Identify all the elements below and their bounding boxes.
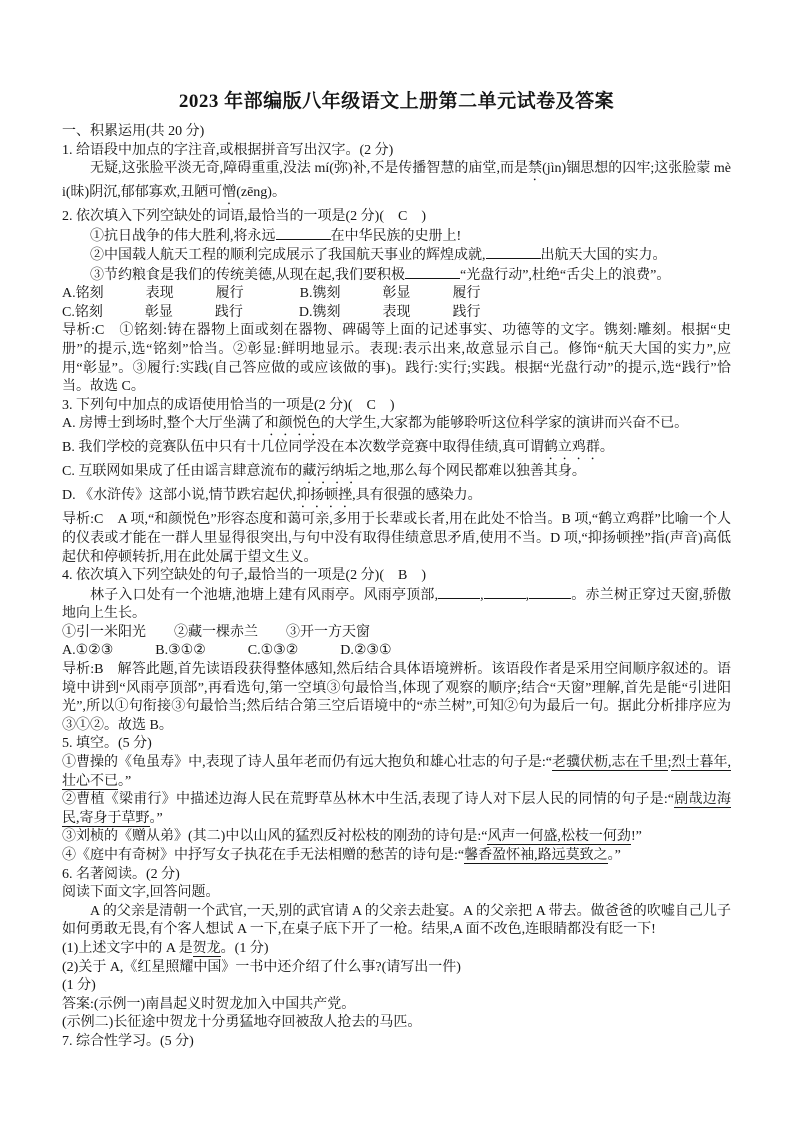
text-segment: ①引一米阳光 ②藏一棵赤兰 ③开一方天窗 xyxy=(62,624,370,640)
text-segment: !” xyxy=(630,829,642,845)
text-segment: (1)上述文字中的 A 是 xyxy=(62,940,193,956)
underlined-answer: 老骥伏枥, xyxy=(551,755,612,770)
text-line xyxy=(62,487,731,511)
text-segment: ,具有很强的感染力。 xyxy=(352,488,482,504)
emphasized-term: 藏污纳垢 xyxy=(302,464,359,480)
text-segment: 。” xyxy=(149,810,163,826)
text-line xyxy=(62,463,731,487)
text-segment: 。(1 分) xyxy=(220,940,269,956)
emphasized-term: 和颜悦色 xyxy=(264,416,321,432)
text-segment: (2)关于 A,《红星照耀中国》一书中还介绍了什么事?(请写出一件) xyxy=(62,959,461,975)
text-segment: 导析:B 解答此题,首先读语段获得整体感知,然后结合具体语境辨析。该语段作者是采用空间顺序叙述的。语境中讲到“风雨亭顶部”,再看选句,第一空填③句最恰当,体现了观察的顺序;结合“天窗”理解,首先是能“引进阳光”,所以①句衔接③句最恰当;然后结合第三空后语境中的“赤兰树”,可知②句为最后一句。据此分析排序应为③①②。故选 B。 xyxy=(62,662,731,733)
text-line xyxy=(62,661,731,735)
answer-blank xyxy=(438,586,480,599)
text-segment: 4. 依次填入下列空缺处的句子,最恰当的一项是(2 分)( B ) xyxy=(62,568,426,584)
text-segment: A.铭刻 表现 履行 B.镌刻 彰显 履行 xyxy=(62,286,481,302)
text-line xyxy=(62,266,731,285)
text-line xyxy=(62,439,731,463)
text-segment: ①抗日战争的伟大胜利,将永远 xyxy=(90,228,276,244)
underlined-answer: 寄身于草野 xyxy=(79,810,150,826)
text-line xyxy=(62,322,731,396)
document-body xyxy=(62,123,731,1052)
text-line xyxy=(62,227,731,246)
text-segment: B. 我们学校的竞赛队伍中只有十几位同学没在本次数学竞赛中取得佳绩,真可谓 xyxy=(62,440,544,456)
text-line xyxy=(62,735,731,754)
text-segment: , xyxy=(525,587,530,603)
text-segment: (示例二)长征途中贺龙十分勇猛地夺回被敌人抢去的马匹。 xyxy=(62,1015,422,1031)
text-segment: 5. 填空。(5 分) xyxy=(62,736,152,752)
text-line xyxy=(62,142,731,161)
underlined-answer: 风声一何盛, xyxy=(487,829,561,845)
text-segment: (jìn)锢思想的囚牢;这张脸蒙 mèi(昧)阴沉,郁郁寡欢,丑陋可 xyxy=(62,161,731,201)
underlined-answer: 馨香盈怀袖, xyxy=(464,847,538,863)
text-segment: A.①②③ B.③①② C.①③② D.②③① xyxy=(62,643,392,659)
text-line xyxy=(62,208,731,227)
text-segment: 答案:(示例一)南昌起义时贺龙加入中国共产党。 xyxy=(62,996,356,1012)
text-segment: (zēng)。 xyxy=(236,185,286,201)
text-segment: ①曹操的《龟虽寿》中,表现了诗人虽年老而仍有远大抱负和雄心壮志的句子是:“ xyxy=(62,755,552,770)
emphasized-term: 禁 xyxy=(528,161,543,177)
underlined-answer: 路远莫致之 xyxy=(537,847,608,863)
underlined-answer: 烈士暮年, xyxy=(671,755,732,770)
text-line xyxy=(62,754,731,791)
text-line xyxy=(62,828,731,847)
text-segment: 之地,那么每个网民都难以独善其身。 xyxy=(358,464,586,480)
text-segment: ; xyxy=(667,755,672,770)
text-segment: (1 分) xyxy=(62,978,96,994)
text-segment: 6. 名著阅读。(2 分) xyxy=(62,866,180,882)
text-segment: 出航天大国的实力。 xyxy=(540,248,667,264)
answer-blank xyxy=(486,246,541,259)
text-segment: ②曹植《梁甫行》中描述边海人民在荒野草丛林木中生活,表现了诗人对下层人民的同情的句子是:“ xyxy=(62,792,675,808)
text-segment: 阅读下面文字,回答问题。 xyxy=(62,885,220,901)
text-line xyxy=(62,246,731,265)
underlined-answer: 松枝一何劲 xyxy=(560,829,631,845)
text-segment: 2. 依次填入下列空缺处的词语,最恰当的一项是(2 分)( C ) xyxy=(62,209,426,225)
text-segment: 。 xyxy=(599,440,614,456)
text-line xyxy=(62,642,731,661)
text-segment: 无疑,这张脸平淡无奇,障碍重重,没法 mí(弥)补,不是传播智慧的庙堂,而是 xyxy=(90,161,529,177)
underlined-answer: 志在千里 xyxy=(611,755,668,770)
text-segment: 在中华民族的史册上! xyxy=(330,228,462,244)
text-segment: C.铭刻 彰显 践行 D.镌刻 表现 践行 xyxy=(62,304,481,320)
text-line xyxy=(62,1033,731,1052)
text-segment: 一、积累运用(共 20 分) xyxy=(62,124,205,139)
text-line xyxy=(62,160,731,208)
text-line xyxy=(62,511,731,567)
underlined-answer: 剧哉边海民, xyxy=(62,792,732,826)
text-segment: D. 《水浒传》这部小说,情节跌宕起伏, xyxy=(62,488,297,504)
text-segment: 1. 给语段中加点的字注音,或根据拼音写出汉字。(2 分) xyxy=(62,142,394,158)
text-segment: , xyxy=(480,587,484,603)
text-segment: 3. 下列句中加点的成语使用恰当的一项是(2 分)( C ) xyxy=(62,397,395,413)
text-segment: 导析:C ①铭刻:铸在器物上面或刻在器物、碑碣等上面的记述事实、功德等的文字。镌刻:雕刻。根据“史册”的提示,选“铭刻”恰当。②彰显:鲜明地显示。表现:表示出来,故意显示自己。修饰“航天大国的实力”,应用“彰显”。③履行:实践(自己答应做的或应该做的事)。践行:实行;实践。根据“光盘行动”的提示,选“践行”恰当。故选 C。 xyxy=(62,323,731,395)
text-line xyxy=(62,959,731,978)
text-segment: 。” xyxy=(118,773,132,789)
text-segment: 导析:C A 项,“和颜悦色”形容态度和蔼可亲,多用于长辈或长者,用在此处不恰当。B 项,“鹤立鸡群”比喻一个人的仪表或才能在一群人里显得很突出,与句中没有取得佳绩意思矛盾,使用不当。D 项,“抑扬顿挫”指(声音)高低起伏和停顿转折,用在此处属于望文生义。 xyxy=(62,512,731,565)
text-line xyxy=(62,397,731,416)
text-line xyxy=(62,903,731,940)
text-segment: ③刘桢的《赠从弟》(其二)中以山风的猛烈反衬松枝的刚劲的诗句是:“ xyxy=(62,829,488,845)
emphasized-term: 憎 xyxy=(222,185,237,201)
answer-blank xyxy=(529,586,571,599)
text-segment: 的大学生,大家都为能够聆听这位科学家的演讲而兴奋不已。 xyxy=(320,416,689,432)
text-segment: 。赤兰树正穿过天窗,骄傲地向上生长。 xyxy=(62,587,732,622)
text-line xyxy=(62,884,731,903)
text-segment: 林子入口处有一个池塘,池塘上建有风雨亭。风雨亭顶部, xyxy=(90,587,439,603)
text-segment: C. 互联网如果成了任由谣言肆意流布的 xyxy=(62,464,303,480)
document-title: 2023 年部编版八年级语文上册第二单元试卷及答案 xyxy=(178,91,615,112)
text-segment: A 的父亲是清朝一个武官,一天,别的武官请 A 的父亲去赴宴。A 的父亲把 A 带去。做爸爸的吹嘘自己儿子如何勇敢无畏,有个客人想试 A 一下,在桌子底下开了一枪。结果,A 面不改色,连眼睛都没有眨一下! xyxy=(62,903,731,938)
text-segment: ④《庭中有奇树》中抒写女子执花在手无法相赠的愁苦的诗句是:“ xyxy=(62,847,465,863)
answer-blank xyxy=(405,266,460,279)
answer-blank xyxy=(484,586,526,599)
text-line xyxy=(62,586,731,624)
text-segment: “光盘行动”,杜绝“舌尖上的浪费”。 xyxy=(460,267,671,283)
emphasized-term: 鹤立鸡群 xyxy=(543,440,600,456)
text-line xyxy=(62,866,731,885)
text-segment: 7. 综合性学习。(5 分) xyxy=(62,1033,194,1049)
text-line xyxy=(62,996,731,1015)
text-line xyxy=(62,1014,731,1033)
text-line xyxy=(62,123,731,142)
underlined-answer: 贺龙 xyxy=(192,940,221,956)
text-line xyxy=(62,940,731,959)
text-line xyxy=(62,624,731,643)
text-line xyxy=(62,567,731,586)
emphasized-term: 抑扬顿挫 xyxy=(296,488,353,504)
text-segment: A. 房博士到场时,整个大厅坐满了 xyxy=(62,416,265,432)
text-line xyxy=(62,285,731,304)
text-segment: 。” xyxy=(607,847,621,863)
answer-blank xyxy=(276,227,331,240)
underlined-answer: 壮心不已 xyxy=(62,773,118,789)
text-line xyxy=(62,304,731,323)
text-line xyxy=(62,415,731,439)
text-line xyxy=(62,847,731,866)
text-line xyxy=(62,977,731,996)
text-segment: ②中国载人航天工程的顺利完成展示了我国航天事业的辉煌成就, xyxy=(90,248,486,264)
text-segment: ③节约粮食是我们的传统美德,从现在起,我们要积极 xyxy=(90,267,405,283)
text-line xyxy=(62,791,731,828)
